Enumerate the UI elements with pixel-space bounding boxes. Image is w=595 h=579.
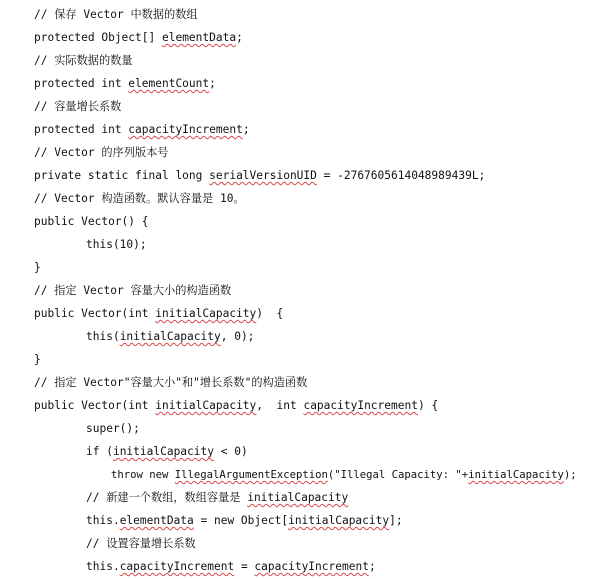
- flagged-identifier: initialCapacity: [155, 399, 257, 412]
- code-text: // 实际数据的数量: [34, 54, 133, 67]
- code-text: ) {: [417, 399, 439, 412]
- code-text: protected int: [34, 77, 129, 90]
- flagged-identifier: capacityIncrement: [119, 560, 235, 573]
- code-text: // 容量增长系数: [34, 100, 122, 113]
- code-text: // 指定 Vector"容量大小"和"增长系数"的构造函数: [34, 376, 308, 389]
- code-line: [86, 238, 147, 252]
- code-line: [34, 146, 168, 160]
- code-text: < 0): [214, 445, 248, 458]
- flagged-identifier: elementData: [119, 514, 194, 527]
- flagged-identifier: initialCapacity: [288, 514, 390, 527]
- code-line: [34, 284, 231, 298]
- code-line: [34, 100, 121, 114]
- code-text: this.: [86, 560, 120, 573]
- code-line: [34, 169, 485, 183]
- code-line: [86, 422, 140, 436]
- flagged-identifier: initialCapacity: [155, 307, 257, 320]
- code-line: [34, 123, 250, 137]
- code-line: [34, 399, 438, 413]
- code-line: [34, 261, 41, 275]
- code-text: this(10);: [86, 238, 147, 251]
- code-line: [34, 192, 245, 206]
- code-line: [34, 307, 283, 321]
- flagged-identifier: IllegalArgumentException: [174, 469, 328, 481]
- code-text: // 设置容量增长系数: [86, 537, 196, 550]
- code-text: =: [234, 560, 255, 573]
- code-text: ;: [236, 31, 243, 44]
- code-text: // 保存 Vector 中数据的数组: [34, 8, 198, 21]
- flagged-identifier: elementCount: [128, 77, 210, 90]
- code-line: [86, 445, 248, 459]
- code-line: [111, 468, 577, 482]
- code-text: }: [34, 261, 41, 274]
- code-text: if (: [86, 445, 113, 458]
- code-text: ;: [242, 123, 250, 136]
- code-text: protected Object[]: [34, 31, 162, 44]
- code-text: ) {: [256, 307, 284, 320]
- code-text: protected int: [34, 123, 129, 136]
- code-text: throw new: [111, 469, 175, 481]
- code-text: = -2767605614048989439L;: [316, 169, 486, 182]
- code-text: , 0);: [220, 330, 255, 343]
- code-text: }: [34, 353, 41, 366]
- code-text: this.: [86, 514, 120, 527]
- code-text: ];: [389, 514, 403, 527]
- code-text: ("Illegal Capacity: "+: [327, 469, 469, 481]
- code-line: [34, 215, 149, 229]
- code-line: [86, 514, 403, 528]
- code-text: ;: [368, 560, 376, 573]
- flagged-identifier: initialCapacity: [119, 330, 221, 343]
- flagged-identifier: serialVersionUID: [209, 169, 317, 182]
- code-text: public Vector(int: [34, 399, 156, 412]
- code-text: // 指定 Vector 容量大小的构造函数: [34, 284, 232, 297]
- code-text: // Vector 的序列版本号: [34, 146, 169, 159]
- flagged-identifier: capacityIncrement: [254, 560, 369, 573]
- code-text: = new Object[: [193, 514, 289, 527]
- flagged-identifier: initialCapacity: [468, 469, 564, 481]
- flagged-identifier: initialCapacity: [247, 491, 349, 504]
- code-line: [86, 537, 196, 551]
- flagged-identifier: capacityIncrement: [303, 399, 418, 412]
- code-text: public Vector(int: [34, 307, 156, 320]
- code-text: super();: [86, 422, 140, 435]
- code-line: [34, 376, 307, 390]
- code-text: );: [563, 469, 577, 481]
- code-text: this(: [86, 330, 120, 343]
- flagged-identifier: elementData: [161, 31, 237, 44]
- code-text: , int: [256, 399, 304, 412]
- code-line: [86, 560, 376, 574]
- code-line: [86, 330, 254, 344]
- code-line: [34, 353, 41, 367]
- code-line: [34, 54, 133, 68]
- code-text: public Vector() {: [34, 215, 149, 228]
- code-line: [86, 491, 348, 505]
- flagged-identifier: capacityIncrement: [128, 123, 243, 136]
- code-text: private static final long: [34, 169, 210, 182]
- code-text: ;: [209, 77, 216, 90]
- code-line: [34, 77, 216, 91]
- code-text: // Vector 构造函数。默认容量是 10。: [34, 192, 245, 205]
- code-line: [34, 31, 243, 45]
- flagged-identifier: initialCapacity: [112, 445, 214, 458]
- code-text: // 新建一个数组，数组容量是: [86, 491, 248, 504]
- code-line: [34, 8, 198, 22]
